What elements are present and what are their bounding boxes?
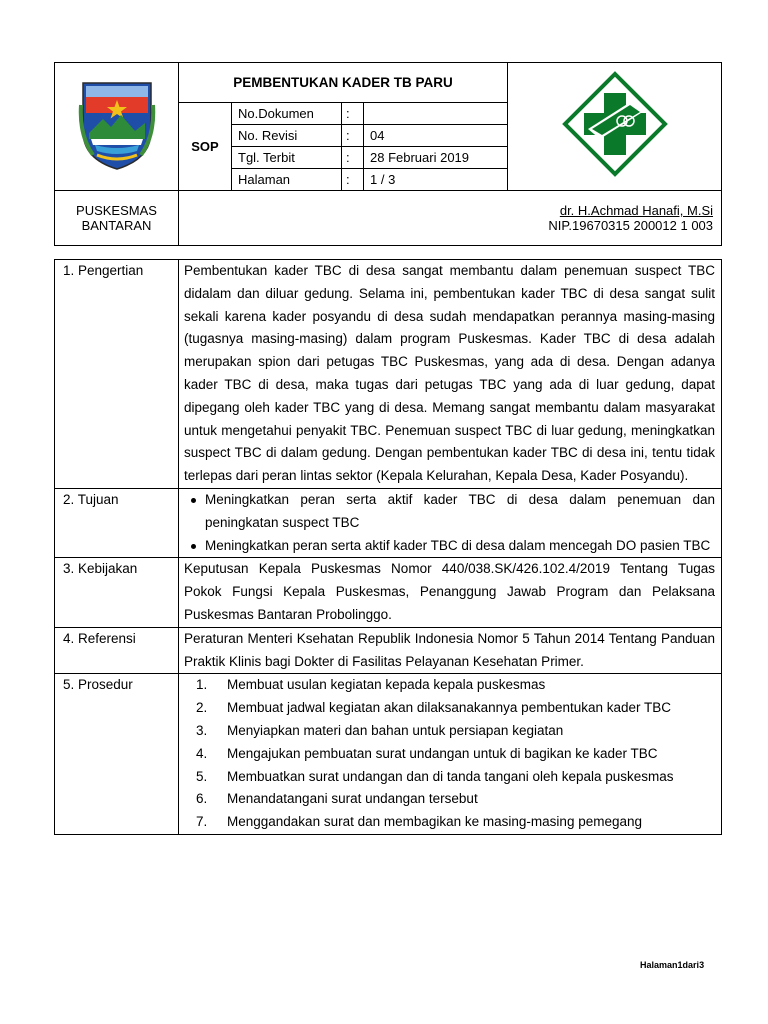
list-item: 5. Membuatkan surat undangan dan di tanda tangani oleh kepala puskesmas xyxy=(196,768,674,784)
puskesmas-cross-icon xyxy=(562,71,668,177)
puskesmas-name xyxy=(55,191,179,246)
prosedur-list xyxy=(184,674,715,834)
list-item: 4. Mengajukan pembuatan surat undangan untuk di bagikan ke kader TBC xyxy=(196,745,658,761)
page-footer xyxy=(640,960,704,970)
list-item: 6. Menandatangani surat undangan tersebut xyxy=(196,791,478,807)
meta-colon: : xyxy=(342,147,364,169)
meta-colon: : xyxy=(342,169,364,191)
meta-value-no-revisi: 04 xyxy=(364,125,508,147)
signature-block xyxy=(179,191,722,246)
list-item: 1. Membuat usulan kegiatan kepada kepala puskesmas xyxy=(196,677,546,693)
section-tujuan xyxy=(55,488,722,557)
meta-label-halaman: Halaman xyxy=(232,169,342,191)
meta-label-no-revisi: No. Revisi xyxy=(232,125,342,147)
sop-header-table xyxy=(54,62,722,246)
section-label: 4. Referensi xyxy=(55,627,179,674)
section-referensi xyxy=(55,627,722,674)
document-title: PEMBENTUKAN KADER TB PARU xyxy=(179,63,508,103)
footer-prefix: Halaman xyxy=(640,960,678,970)
section-kebijakan xyxy=(55,558,722,627)
section-label: 5. Prosedur xyxy=(55,674,179,835)
health-cross-cell xyxy=(508,63,722,191)
sop-label: SOP xyxy=(179,103,232,191)
list-item: Meningkatkan peran serta aktif kader TBC di desa dalam penemuan dan peningkatan suspect TBC xyxy=(184,489,715,535)
sop-content-table xyxy=(54,259,722,835)
signer-name: dr. H.Achmad Hanafi, M.Si xyxy=(559,203,714,218)
section-text-pengertian: Pembentukan kader TBC di desa sangat membantu dalam penemuan suspect TBC didalam dan diluar gedung. Selama ini, pembentukan kader TBC di desa sangat sulit sekali karena kader posyandu di desa sudah mendapatkan perannya masing-masing (tugasnya masing-masing) dalam program Puskesmas. Kader TBC di desa adalah merupakan spion dari petugas TBC Puskesmas, yang ada di desa. Dengan adanya kader TBC di desa, maka tugas dari petugas TBC yang ada di luar gedung, dapat dipegang oleh kader TBC yang di desa. Memang sangat membantu dalam masyarakat untuk mengetahui penyakit TBC. Penemuan suspect TBC di luar gedung, meningkatkan suspect TBC di dalam gedung. Dengan pembentukan kader TBC di desa ini, tentu tidak terlepas dari peran lintas sektor (Kepala Kelurahan, Kepala Desa, Kader Posyandu). xyxy=(184,263,715,484)
puskesmas-line-2: BANTARAN xyxy=(81,218,152,233)
list-item: 3. Menyiapkan materi dan bahan untuk persiapan kegiatan xyxy=(196,722,564,738)
signer-nip: NIP.19670315 200012 1 003 xyxy=(548,218,714,233)
meta-value-no-dokumen xyxy=(364,103,508,125)
meta-value-halaman: 1 / 3 xyxy=(364,169,508,191)
list-item: Meningkatkan peran serta aktif kader TBC di desa dalam mencegah DO pasien TBC xyxy=(184,535,715,558)
meta-label-tgl-terbit: Tgl. Terbit xyxy=(232,147,342,169)
section-label: 3. Kebijakan xyxy=(55,558,179,627)
footer-total: 3 xyxy=(699,960,705,970)
tujuan-list xyxy=(184,489,715,557)
meta-colon: : xyxy=(342,103,364,125)
footer-page: 1 xyxy=(677,960,683,970)
regency-emblem-icon xyxy=(77,75,157,173)
section-text-referensi: Peraturan Menteri Ksehatan Republik Indonesia Nomor 5 Tahun 2014 Tentang Panduan Praktik Klinis bagi Dokter di Fasilitas Pelayanan Kesehatan Primer. xyxy=(184,630,715,669)
list-item: 2. Membuat jadwal kegiatan akan dilaksanakannya pembentukan kader TBC xyxy=(196,700,672,716)
section-label: 2. Tujuan xyxy=(55,488,179,557)
section-pengertian xyxy=(55,260,722,489)
meta-value-tgl-terbit: 28 Februari 2019 xyxy=(364,147,508,169)
section-prosedur xyxy=(55,674,722,835)
meta-colon: : xyxy=(342,125,364,147)
regency-emblem-cell xyxy=(55,63,179,191)
list-item: 7. Menggandakan surat dan membagikan ke masing-masing pemegang xyxy=(196,814,642,830)
puskesmas-line-1: PUSKESMAS xyxy=(76,203,157,218)
section-label: 1. Pengertian xyxy=(55,260,179,489)
section-text-kebijakan: Keputusan Kepala Puskesmas Nomor 440/038.SK/426.102.4/2019 Tentang Tugas Pokok Fungsi Kepala Puskesmas, Penanggung Jawab Program dan Pelaksana Puskesmas Bantaran Probolinggo. xyxy=(184,561,715,622)
meta-label-no-dokumen: No.Dokumen xyxy=(232,103,342,125)
footer-mid: dari xyxy=(682,960,700,970)
